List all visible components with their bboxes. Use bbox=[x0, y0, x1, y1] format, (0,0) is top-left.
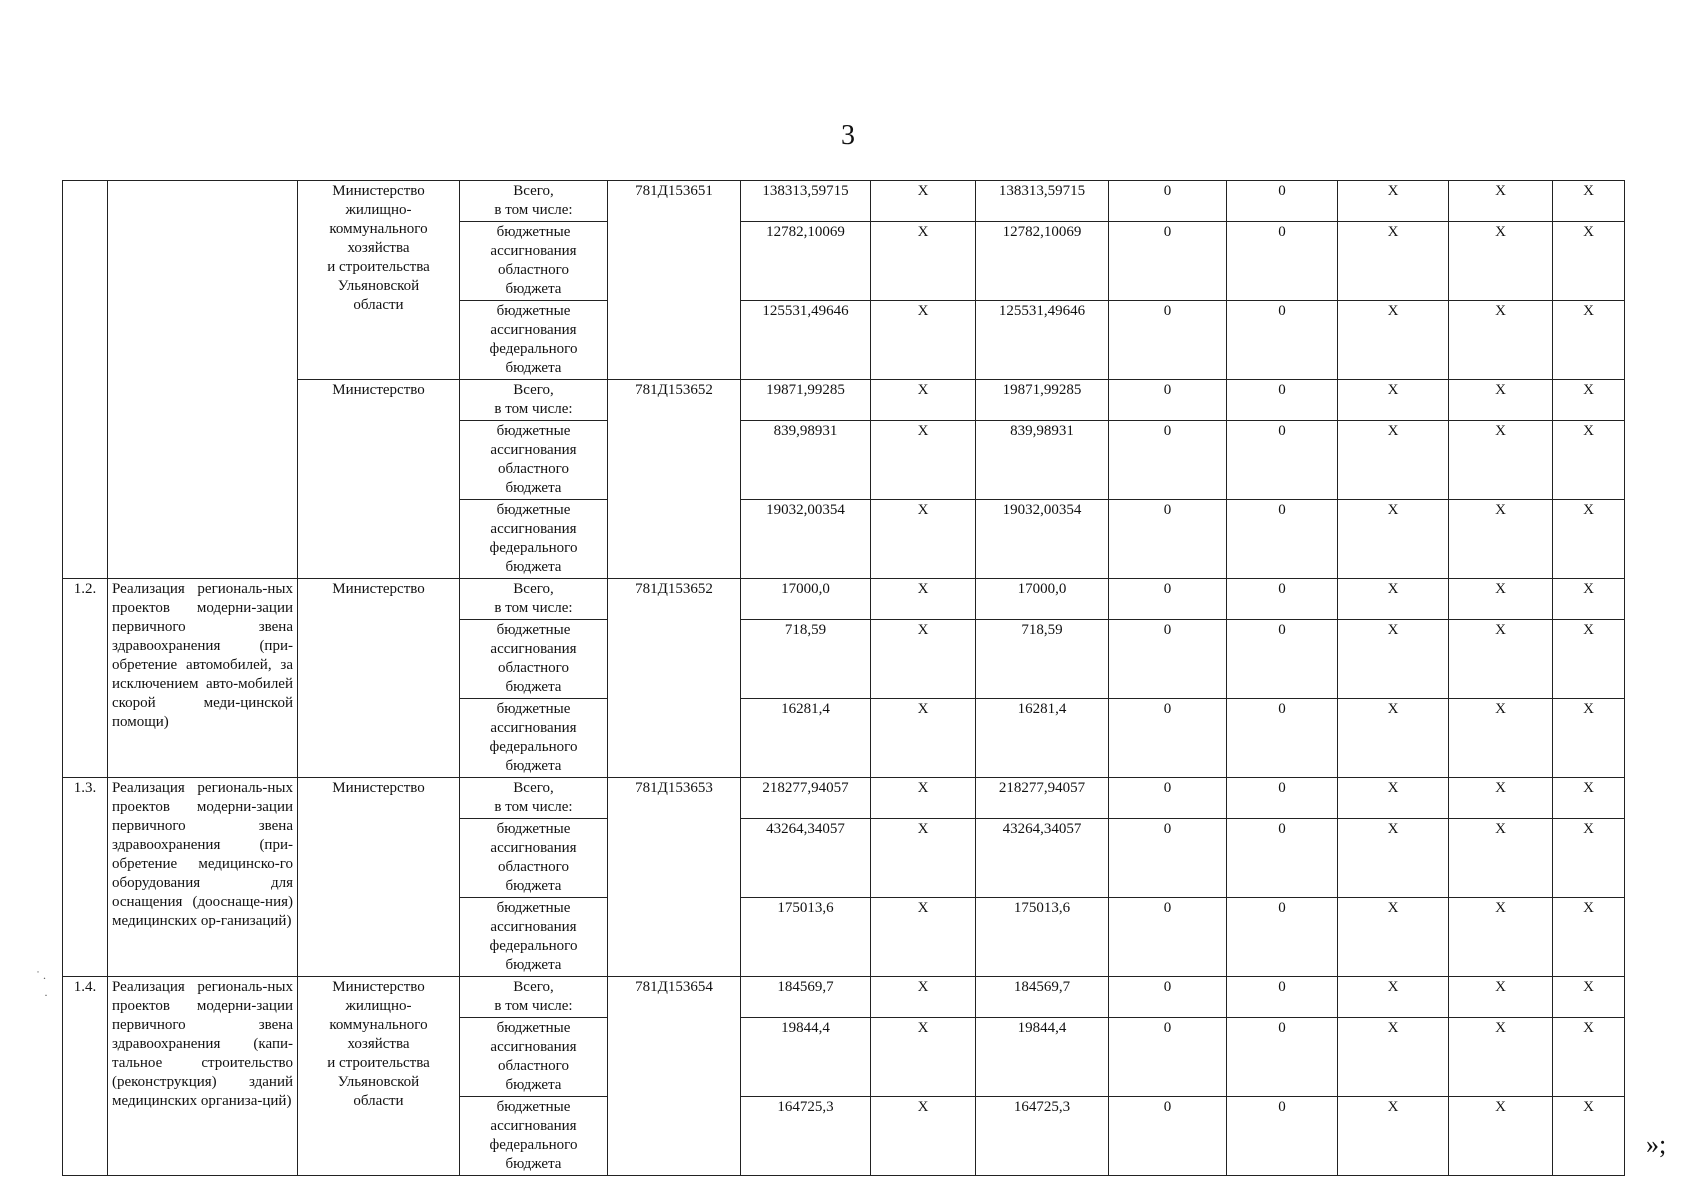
x-mark: X bbox=[1338, 222, 1449, 301]
executor-name: Министерство жилищно- коммунального хозяйства и строительства Ульяновской области bbox=[298, 977, 460, 1176]
x-mark: X bbox=[1338, 1018, 1449, 1097]
x-mark: X bbox=[1553, 699, 1625, 778]
zero-value: 0 bbox=[1109, 500, 1227, 579]
zero-value: 0 bbox=[1227, 301, 1338, 380]
amount-year: 164725,3 bbox=[976, 1097, 1109, 1176]
amount-year: 19032,00354 bbox=[976, 500, 1109, 579]
zero-value: 0 bbox=[1109, 699, 1227, 778]
zero-value: 0 bbox=[1109, 1097, 1227, 1176]
x-mark: X bbox=[871, 181, 976, 222]
zero-value: 0 bbox=[1227, 977, 1338, 1018]
zero-value: 0 bbox=[1227, 1097, 1338, 1176]
amount-year: 175013,6 bbox=[976, 898, 1109, 977]
zero-value: 0 bbox=[1109, 620, 1227, 699]
x-mark: X bbox=[1553, 620, 1625, 699]
table-row bbox=[63, 181, 1625, 222]
amount-year: 19844,4 bbox=[976, 1018, 1109, 1097]
x-mark: X bbox=[1553, 222, 1625, 301]
financing-source: бюджетные ассигнования областного бюджета bbox=[460, 819, 608, 898]
financing-source: Всего, в том числе: bbox=[460, 579, 608, 620]
x-mark: X bbox=[1449, 620, 1553, 699]
x-mark: X bbox=[871, 1018, 976, 1097]
item-description: Реализация региональ-ных проектов модерни-зации первичного звена здравоохранения (капи-тальное строительство (реконструкция) зданий медицинских организа-ций) bbox=[108, 977, 298, 1176]
table-row bbox=[63, 778, 1625, 819]
zero-value: 0 bbox=[1227, 699, 1338, 778]
x-mark: X bbox=[1449, 301, 1553, 380]
x-mark: X bbox=[1338, 620, 1449, 699]
amount-total: 125531,49646 bbox=[741, 301, 871, 380]
x-mark: X bbox=[1338, 421, 1449, 500]
x-mark: X bbox=[1338, 898, 1449, 977]
x-mark: X bbox=[871, 421, 976, 500]
amount-total: 12782,10069 bbox=[741, 222, 871, 301]
amount-year: 839,98931 bbox=[976, 421, 1109, 500]
x-mark: X bbox=[1449, 1018, 1553, 1097]
x-mark: X bbox=[1449, 181, 1553, 222]
x-mark: X bbox=[1449, 500, 1553, 579]
x-mark: X bbox=[1553, 579, 1625, 620]
financing-source: бюджетные ассигнования федерального бюджета bbox=[460, 898, 608, 977]
item-description bbox=[108, 181, 298, 579]
zero-value: 0 bbox=[1227, 778, 1338, 819]
amount-total: 19844,4 bbox=[741, 1018, 871, 1097]
item-number: 1.4. bbox=[63, 977, 108, 1176]
x-mark: X bbox=[1553, 1097, 1625, 1176]
x-mark: X bbox=[1338, 579, 1449, 620]
x-mark: X bbox=[1553, 421, 1625, 500]
item-description: Реализация региональ-ных проектов модерни-зации первичного звена здравоохранения (при-обретение автомобилей, за исключением авто-мобилей скорой меди-цинской помощи) bbox=[108, 579, 298, 778]
zero-value: 0 bbox=[1109, 819, 1227, 898]
amount-year: 17000,0 bbox=[976, 579, 1109, 620]
amount-total: 164725,3 bbox=[741, 1097, 871, 1176]
item-number: 1.2. bbox=[63, 579, 108, 778]
item-number bbox=[63, 181, 108, 579]
zero-value: 0 bbox=[1227, 579, 1338, 620]
x-mark: X bbox=[1553, 500, 1625, 579]
zero-value: 0 bbox=[1227, 421, 1338, 500]
scan-mark: · bbox=[44, 988, 48, 1002]
zero-value: 0 bbox=[1109, 222, 1227, 301]
x-mark: X bbox=[1338, 699, 1449, 778]
page-number: 3 bbox=[841, 120, 855, 151]
item-description: Реализация региональ-ных проектов модерни-зации первичного звена здравоохранения (при-обретение медицинско-го оборудования для оснащения (дооснаще-ния) медицинских ор-ганизаций) bbox=[108, 778, 298, 977]
amount-year: 184569,7 bbox=[976, 977, 1109, 1018]
zero-value: 0 bbox=[1227, 222, 1338, 301]
x-mark: X bbox=[871, 301, 976, 380]
x-mark: X bbox=[1338, 1097, 1449, 1176]
zero-value: 0 bbox=[1109, 977, 1227, 1018]
budget-code: 781Д153651 bbox=[608, 181, 741, 380]
x-mark: X bbox=[1449, 1097, 1553, 1176]
zero-value: 0 bbox=[1227, 819, 1338, 898]
zero-value: 0 bbox=[1109, 421, 1227, 500]
x-mark: X bbox=[1338, 380, 1449, 421]
amount-year: 16281,4 bbox=[976, 699, 1109, 778]
financing-source: Всего, в том числе: bbox=[460, 778, 608, 819]
amount-total: 19032,00354 bbox=[741, 500, 871, 579]
x-mark: X bbox=[1449, 898, 1553, 977]
executor-name: Министерство bbox=[298, 778, 460, 977]
x-mark: X bbox=[871, 699, 976, 778]
financing-source: Всего, в том числе: bbox=[460, 181, 608, 222]
amount-year: 125531,49646 bbox=[976, 301, 1109, 380]
financing-source: бюджетные ассигнования федерального бюджета bbox=[460, 301, 608, 380]
executor-name: Министерство жилищно- коммунального хозяйства и строительства Ульяновской области bbox=[298, 181, 460, 380]
x-mark: X bbox=[871, 1097, 976, 1176]
budget-code: 781Д153653 bbox=[608, 778, 741, 977]
amount-total: 16281,4 bbox=[741, 699, 871, 778]
x-mark: X bbox=[1449, 778, 1553, 819]
zero-value: 0 bbox=[1109, 1018, 1227, 1097]
x-mark: X bbox=[1338, 977, 1449, 1018]
x-mark: X bbox=[871, 380, 976, 421]
x-mark: X bbox=[871, 819, 976, 898]
x-mark: X bbox=[1449, 579, 1553, 620]
closing-quote: »; bbox=[1646, 1130, 1667, 1159]
table-row bbox=[63, 579, 1625, 620]
zero-value: 0 bbox=[1109, 898, 1227, 977]
financing-source: бюджетные ассигнования областного бюджета bbox=[460, 421, 608, 500]
zero-value: 0 bbox=[1227, 620, 1338, 699]
zero-value: 0 bbox=[1227, 380, 1338, 421]
amount-total: 218277,94057 bbox=[741, 778, 871, 819]
executor-name: Министерство bbox=[298, 579, 460, 778]
x-mark: X bbox=[871, 500, 976, 579]
x-mark: X bbox=[1449, 380, 1553, 421]
table-row bbox=[63, 977, 1625, 1018]
budget-code: 781Д153654 bbox=[608, 977, 741, 1176]
x-mark: X bbox=[1553, 977, 1625, 1018]
amount-year: 718,59 bbox=[976, 620, 1109, 699]
amount-year: 218277,94057 bbox=[976, 778, 1109, 819]
financing-source: бюджетные ассигнования областного бюджета bbox=[460, 1018, 608, 1097]
x-mark: X bbox=[1338, 181, 1449, 222]
x-mark: X bbox=[871, 620, 976, 699]
x-mark: X bbox=[1449, 977, 1553, 1018]
amount-year: 19871,99285 bbox=[976, 380, 1109, 421]
x-mark: X bbox=[1553, 778, 1625, 819]
financing-source: бюджетные ассигнования федерального бюджета bbox=[460, 699, 608, 778]
amount-total: 17000,0 bbox=[741, 579, 871, 620]
x-mark: X bbox=[871, 778, 976, 819]
zero-value: 0 bbox=[1109, 778, 1227, 819]
x-mark: X bbox=[1553, 819, 1625, 898]
zero-value: 0 bbox=[1227, 500, 1338, 579]
x-mark: X bbox=[1338, 301, 1449, 380]
x-mark: X bbox=[1338, 819, 1449, 898]
zero-value: 0 bbox=[1109, 301, 1227, 380]
amount-total: 43264,34057 bbox=[741, 819, 871, 898]
x-mark: X bbox=[1553, 898, 1625, 977]
x-mark: X bbox=[871, 977, 976, 1018]
zero-value: 0 bbox=[1109, 380, 1227, 421]
x-mark: X bbox=[1338, 778, 1449, 819]
amount-total: 839,98931 bbox=[741, 421, 871, 500]
zero-value: 0 bbox=[1227, 898, 1338, 977]
financing-table bbox=[62, 180, 1625, 1176]
x-mark: X bbox=[871, 898, 976, 977]
amount-total: 138313,59715 bbox=[741, 181, 871, 222]
budget-code: 781Д153652 bbox=[608, 579, 741, 778]
zero-value: 0 bbox=[1227, 181, 1338, 222]
scan-mark: ˙ . bbox=[36, 968, 46, 982]
amount-total: 718,59 bbox=[741, 620, 871, 699]
zero-value: 0 bbox=[1109, 579, 1227, 620]
executor-name: Министерство bbox=[298, 380, 460, 579]
budget-code: 781Д153652 bbox=[608, 380, 741, 579]
amount-total: 184569,7 bbox=[741, 977, 871, 1018]
financing-source: бюджетные ассигнования областного бюджета bbox=[460, 620, 608, 699]
x-mark: X bbox=[1553, 1018, 1625, 1097]
zero-value: 0 bbox=[1227, 1018, 1338, 1097]
financing-source: бюджетные ассигнования федерального бюджета bbox=[460, 1097, 608, 1176]
x-mark: X bbox=[1449, 421, 1553, 500]
financing-source: бюджетные ассигнования федерального бюджета bbox=[460, 500, 608, 579]
amount-total: 19871,99285 bbox=[741, 380, 871, 421]
financing-source: бюджетные ассигнования областного бюджета bbox=[460, 222, 608, 301]
x-mark: X bbox=[1553, 380, 1625, 421]
table-row bbox=[63, 380, 1625, 421]
x-mark: X bbox=[1449, 699, 1553, 778]
x-mark: X bbox=[1553, 181, 1625, 222]
zero-value: 0 bbox=[1109, 181, 1227, 222]
amount-year: 12782,10069 bbox=[976, 222, 1109, 301]
amount-year: 43264,34057 bbox=[976, 819, 1109, 898]
x-mark: X bbox=[1449, 222, 1553, 301]
x-mark: X bbox=[1449, 819, 1553, 898]
amount-total: 175013,6 bbox=[741, 898, 871, 977]
x-mark: X bbox=[871, 222, 976, 301]
amount-year: 138313,59715 bbox=[976, 181, 1109, 222]
financing-source: Всего, в том числе: bbox=[460, 380, 608, 421]
x-mark: X bbox=[871, 579, 976, 620]
item-number: 1.3. bbox=[63, 778, 108, 977]
x-mark: X bbox=[1338, 500, 1449, 579]
financing-source: Всего, в том числе: bbox=[460, 977, 608, 1018]
x-mark: X bbox=[1553, 301, 1625, 380]
